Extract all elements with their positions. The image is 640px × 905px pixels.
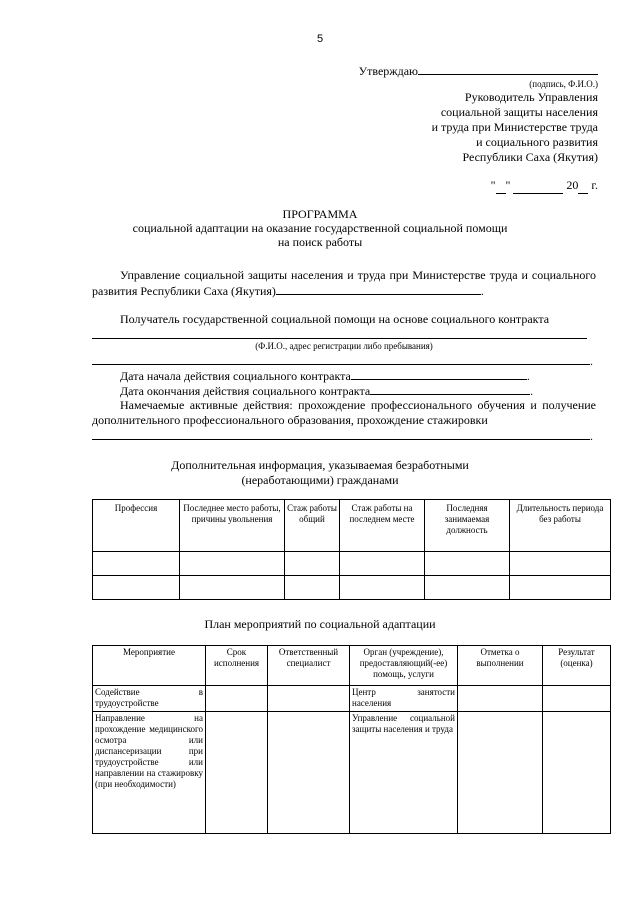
end-date-line: Дата окончания действия социального контракта .: [120, 384, 534, 398]
col-responsible: Ответственный специалист: [268, 646, 350, 686]
table-row: [93, 712, 611, 834]
col-result: Результат (оценка): [543, 646, 611, 686]
day-field[interactable]: [496, 178, 506, 194]
approve-line: [318, 62, 598, 79]
position-line: Республики Саха (Якутия): [462, 150, 598, 164]
department-field[interactable]: [276, 283, 481, 295]
unemployed-info-table: [92, 499, 611, 600]
approve-label: Утверждаю: [358, 64, 418, 78]
col-deadline: Срок исполнения: [206, 646, 268, 686]
section2-title: План мероприятий по социальной адаптации: [204, 617, 436, 631]
col-unemployed-duration: Длительность периода без работы: [510, 500, 611, 552]
organization-cell: Управление социальной защиты населения и труда: [350, 712, 458, 834]
adaptation-plan-table: [92, 645, 611, 834]
fio-hint: (Ф.И.О., адрес регистрации либо пребывания): [255, 341, 433, 351]
program-title: ПРОГРАММА социальной адаптации на оказание государственной социальной помощи на поиск работы: [132, 207, 508, 249]
actions-field[interactable]: [92, 427, 590, 440]
col-last-position: Последняя занимаемая должность: [425, 500, 510, 552]
end-date-field[interactable]: [370, 383, 530, 395]
recipient-paragraph: Получатель государственной социальной помощи на основе социального контракта: [120, 312, 550, 326]
signature-field[interactable]: [418, 62, 598, 75]
approval-block: [318, 62, 598, 165]
month-field[interactable]: [513, 178, 563, 194]
col-last-workplace: Последнее место работы, причины увольнения: [180, 500, 285, 552]
event-cell: Направление на прохождение медицинского осмотра или диспансеризации при трудоустройстве или направлении на стажировку (при необходимости): [93, 712, 206, 834]
event-cell: Содействие в трудоустройстве: [93, 686, 206, 712]
position-line: Руководитель Управления: [464, 90, 598, 104]
col-last-experience: Стаж работы на последнем месте: [340, 500, 425, 552]
table-row: [93, 686, 611, 712]
approval-date: " " 20 г.: [490, 178, 598, 192]
table-row: [93, 552, 611, 576]
start-date-line: Дата начала действия социального контракта .: [120, 369, 530, 383]
col-total-experience: Стаж работы общий: [285, 500, 340, 552]
section1-title: Дополнительная информация, указываемая безработными (неработающими) гражданами: [171, 458, 469, 487]
department-paragraph: Управление социальной защиты населения и труда при Министерстве труда и социального развития Республики Саха (Якутия) .: [92, 268, 596, 298]
signature-hint: (подпись, Ф.И.О.): [529, 79, 598, 89]
position-line: социальной защиты населения: [440, 105, 598, 119]
col-event: Мероприятие: [93, 646, 206, 686]
position-line: и труда при Министерстве труда: [431, 120, 598, 134]
address-field[interactable]: [92, 352, 590, 365]
actions-paragraph: Намечаемые активные действия: прохождение профессионального обучения и получение дополнительного профессионального образования, прохождение стажировки: [92, 398, 596, 427]
col-organization: Орган (учреждение), предоставляющий(-ее) помощь, услуги: [350, 646, 458, 686]
organization-cell: Центр занятости населения: [350, 686, 458, 712]
page-number: 5: [316, 33, 324, 45]
recipient-field[interactable]: [92, 326, 587, 339]
year-field[interactable]: [578, 178, 588, 194]
col-completion-mark: Отметка о выполнении: [458, 646, 543, 686]
col-profession: Профессия: [93, 500, 180, 552]
table-row: [93, 576, 611, 600]
position-line: и социального развития: [476, 135, 598, 149]
start-date-field[interactable]: [351, 368, 527, 380]
